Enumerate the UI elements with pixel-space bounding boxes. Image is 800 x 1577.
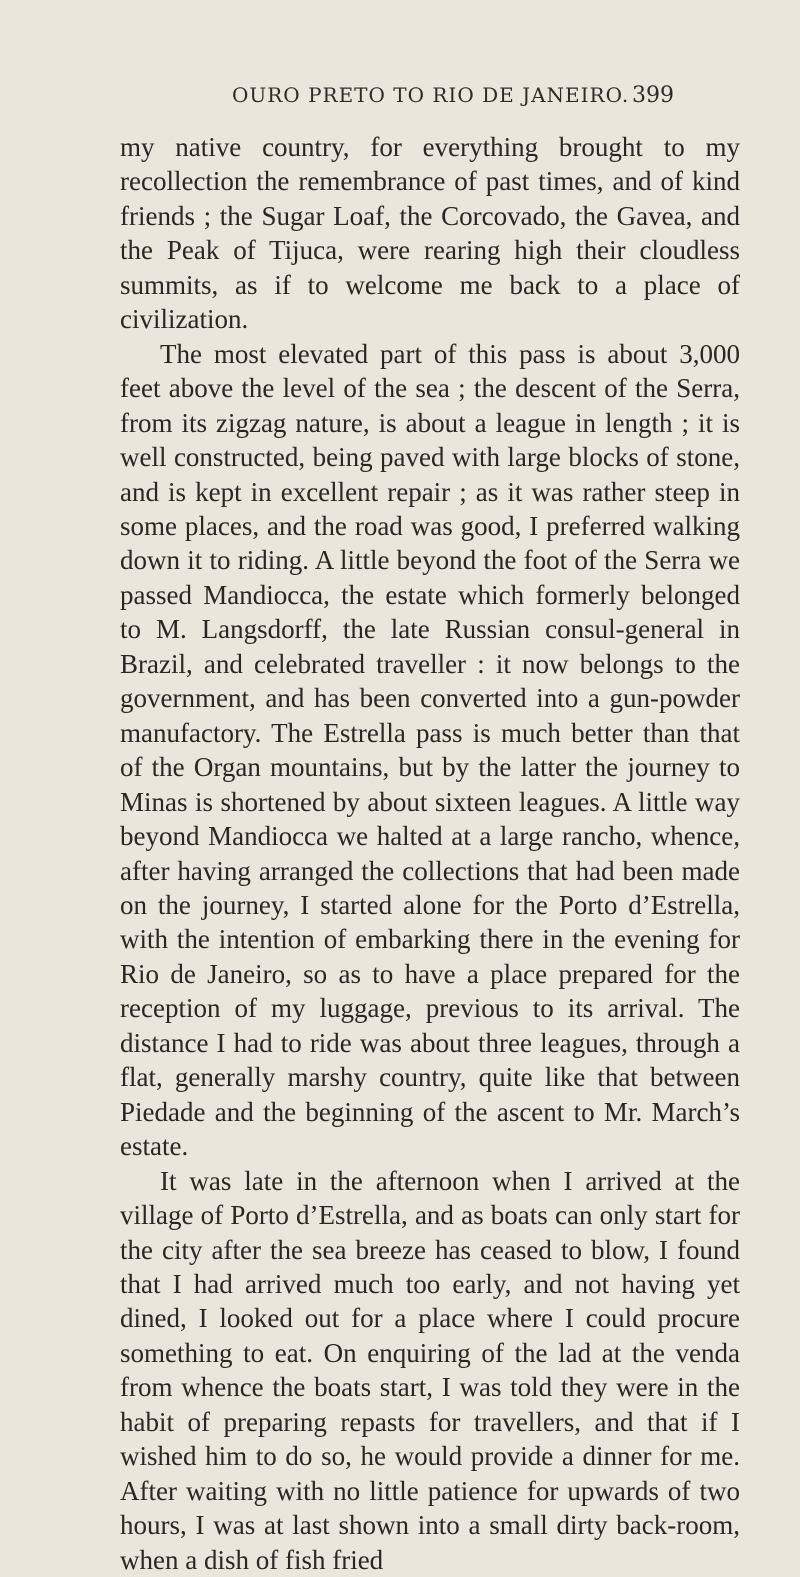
page-number: 399 — [632, 83, 674, 108]
running-title: OURO PRETO TO RIO DE JANEIRO. — [232, 83, 630, 107]
paragraph-continuation: my native country, for everything brought to my recollection the remembrance of past times, and of kind friends ; the Sugar Loaf, the Corcovado, the Gavea, and the Peak of Tijuca, were rearing high their cloudless summits, as if to welcome me back to a place of civilization. — [120, 132, 740, 335]
body-text — [120, 130, 740, 1577]
paragraph-porto-estrella: It was late in the afternoon when I arrived at the village of Porto d’Estrella, and as boats can only start for the city after the sea breeze has ceased to blow, I found that I had arrived much too early, and not having yet dined, I looked out for a place where I could procure something to eat. On enquiring of the lad at the venda from whence the boats start, I was told they were in the habit of preparing repasts for travellers, and that if I wished him to do so, he would provide a dinner for me. After waiting with no little patience for upwards of two hours, I was at last shown into a small dirty back-room, when a dish of fish fried — [120, 1165, 740, 1575]
paragraph-serra-pass: The most elevated part of this pass is about 3,000 feet above the level of the sea ; the descent of the Serra, from its zigzag nature, is about a league in length ; it is well constructed, being paved with large blocks of stone, and is kept in excellent repair ; as it was rather steep in some places, and the road was good, I preferred walking down it to riding. A little beyond the foot of the Serra we passed Mandiocca, the estate which formerly belonged to M. Langsdorff, the late Russian consul-general in Brazil, and celebrated traveller : it now belongs to the government, and has been converted into a gun-powder manufactory. The Estrella pass is much better than that of the Organ mountains, but by the latter the journey to Minas is shortened by about sixteen leagues. A little way beyond Mandiocca we halted at a large rancho, whence, after having arranged the collections that had been made on the journey, I started alone for the Porto d’Estrella, with the intention of embarking there in the evening for Rio de Janeiro, so as to have a place prepared for the reception of my luggage, previous to its arrival. The distance I had to ride was about three leagues, through a flat, generally marshy country, quite like that between Piedade and the beginning of the ascent to Mr. March’s estate. — [120, 338, 740, 1162]
running-head — [0, 83, 800, 115]
